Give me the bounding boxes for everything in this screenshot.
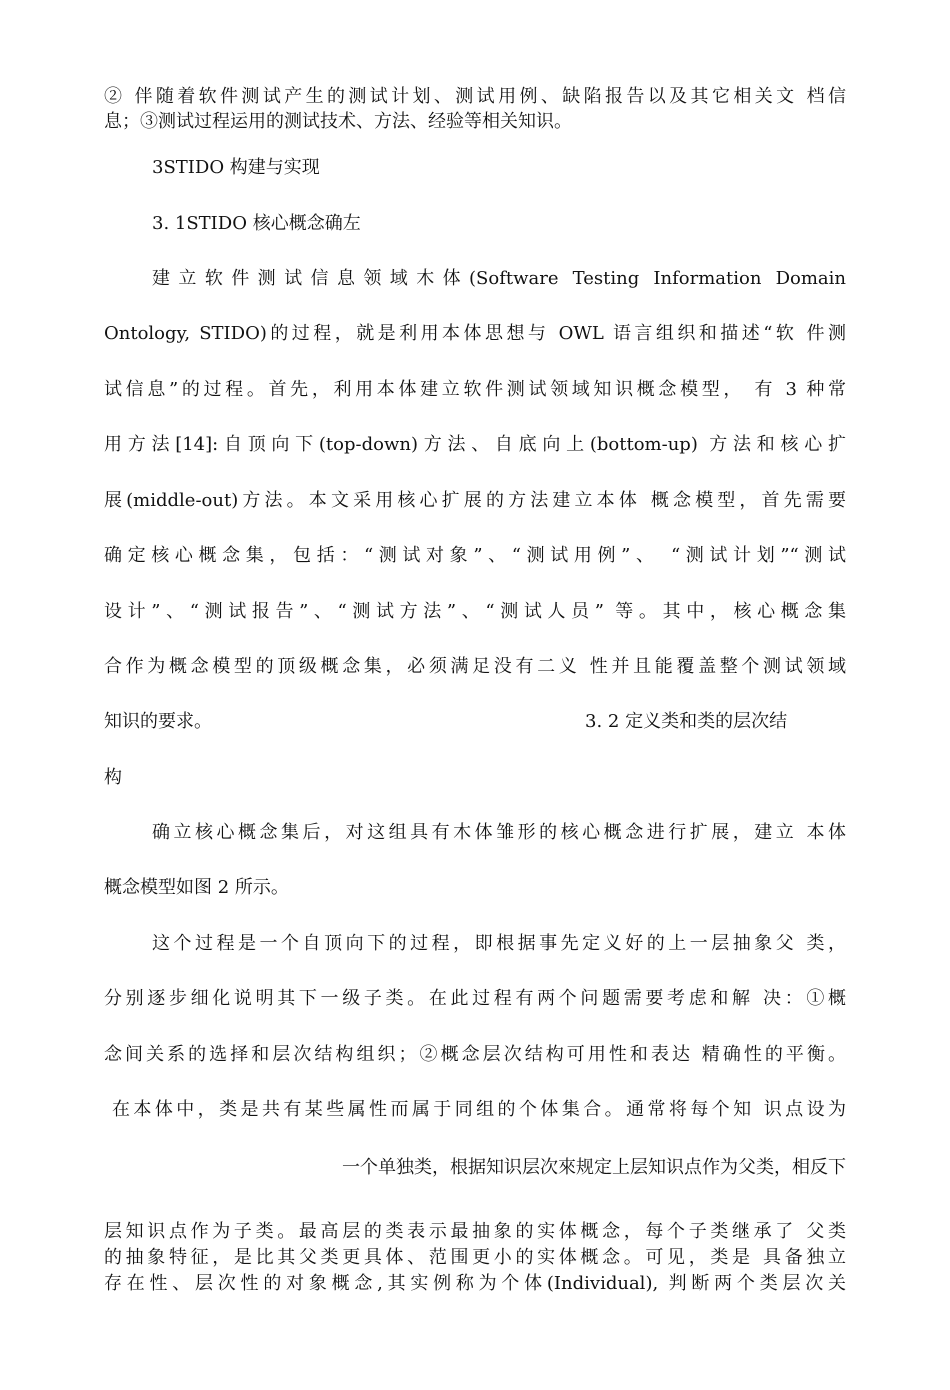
text-line-5: 建立软件测试信息领域木体(Software Testing Information Domain (152, 268, 846, 289)
subsection-heading-3-2: 3. 2 定义类和类的层次结 (585, 711, 788, 732)
text-line-17: 概念模型如图 2 所示。 (104, 877, 289, 898)
text-line-19: 分别逐步细化说明其下一级子类。在此过程有两个问题需要考虑和解 决：①概 (104, 988, 846, 1009)
subsection-heading-3-1: 3. 1STIDO 核心概念确左 (152, 213, 361, 234)
text-line-20: 念间关系的选择和层次结构组织；②概念层次结构可用性和表达 精确性的平衡。 (104, 1044, 846, 1065)
text-line-7: 试信息”的过程。首先，利用本体建立软件测试领域知识概念模型， 有 3 种常 (104, 379, 846, 400)
text-line-10: 确定核心概念集，包括：“测试对象”、“测试用例”、 “测试计划”“测试 (104, 545, 846, 566)
text-line-21: 在本体中，类是共有某些属性而属于同组的个体集合。通常将每个知 识点设为 (112, 1099, 846, 1120)
section-heading: 3STIDO 构建与实现 (152, 157, 320, 178)
text-line-12: 合作为概念模型的顶级概念集，必须满足没有二义 性并且能覆盖整个测试领域 (104, 656, 846, 677)
subsection-heading-3-2-cont: 构 (104, 767, 122, 788)
text-line-2: 息；③测试过程运用的测试技术、方法、经验等相关知识。 (104, 111, 572, 132)
text-line-16: 确立核心概念集后，对这组具有木体雏形的核心概念进行扩展，建立 本体 (152, 822, 846, 843)
text-line-22: 一个单独类，根据知识层次來规定上层知识点作为父类，相反下 (342, 1157, 846, 1178)
text-line-25: 存在性、层次性的对象概念,其实例称为个体(Individual), 判断两个类层次关 (104, 1273, 846, 1294)
text-line-9: 展(middle-out)方法。本文采用核心扩展的方法建立本体 概念模型，首先需要 (104, 490, 846, 511)
text-line-8: 用方法[14]:自顶向下(top-down)方法、自底向上(bottom-up) 方法和核心扩 (104, 434, 846, 455)
text-line-11: 设计”、“测试报告”、“测试方法”、“测试人员” 等。其中，核心概念集 (104, 601, 846, 622)
text-line-18: 这个过程是一个自顶向下的过程，即根据事先定义好的上一层抽象父 类， (152, 933, 846, 954)
text-line-13: 知识的要求。 (104, 711, 212, 732)
text-line-24: 的抽象特征，是比其父类更具体、范围更小的实体概念。可见，类是 具备独立 (104, 1247, 846, 1268)
text-line-1: ② 伴随着软件测试产生的测试计划、测试用例、缺陷报告以及其它相关文 档信 (104, 86, 846, 107)
text-line-23: 层知识点作为子类。最高层的类表示最抽象的实体概念，每个子类继承了 父类 (104, 1221, 846, 1242)
text-line-6: Ontology, STIDO)的过程，就是利用本体思想与 OWL 语言组织和描述“软 件测 (104, 323, 846, 344)
